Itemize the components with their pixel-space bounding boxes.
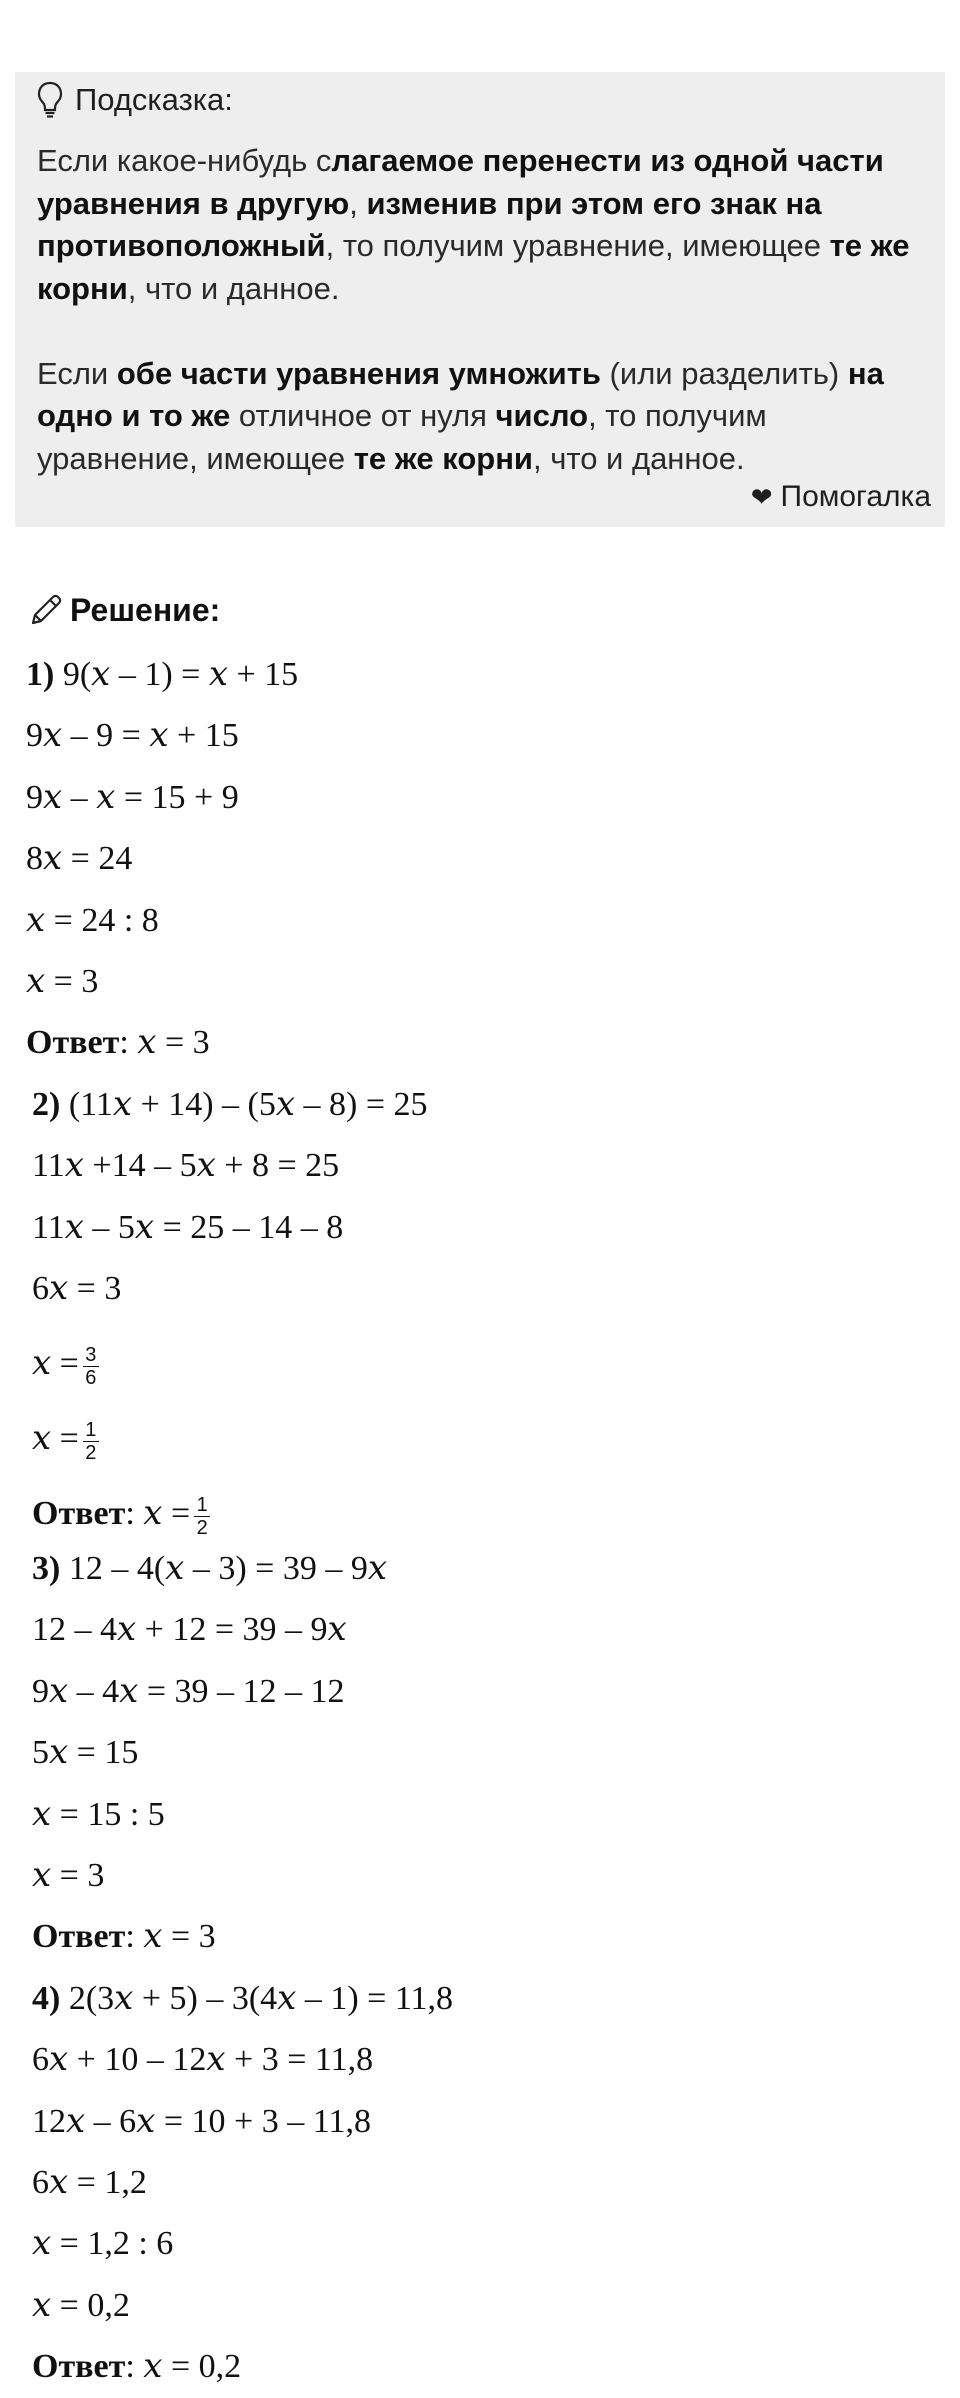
pencil-icon: [28, 592, 64, 628]
solution-line: [32, 1667, 345, 1717]
answer-label: Ответ: [32, 1495, 126, 1532]
fraction: [83, 1419, 99, 1464]
answer-line: Ответ: 𝑥 = 3: [26, 1024, 210, 1062]
hint-box: [15, 72, 945, 527]
equation: (11𝑥 + 14) – (5𝑥 – 8) = 25: [68, 1085, 428, 1123]
equation: 2(3𝑥 + 5) – 3(4𝑥 – 1) = 11,8: [68, 1979, 454, 2017]
step: 12𝑥 – 6𝑥 = 10 + 3 – 11,8: [32, 2102, 371, 2140]
solution-line: [32, 2281, 130, 2331]
equation-line: [32, 1974, 453, 2024]
solution-line: [32, 2219, 173, 2269]
fraction-numerator: 3: [85, 1343, 97, 1366]
fraction-lhs: 𝑥 =: [143, 1495, 191, 1532]
step: 9𝑥 – 9 = 𝑥 + 15: [26, 717, 239, 755]
fraction-numerator: 1: [85, 1418, 97, 1441]
answer-value: 𝑥 = 0,2: [143, 2348, 242, 2386]
step: 12 – 4𝑥 + 12 = 39 – 9𝑥: [32, 1611, 347, 1649]
equation: 9(𝑥 – 1) = 𝑥 + 15: [62, 656, 299, 693]
solution-line: [26, 834, 132, 884]
part-number: 4): [32, 1979, 61, 2017]
step: 𝑥 = 3: [26, 963, 99, 1000]
answer-label: Ответ: [26, 1024, 120, 1062]
solution-line: [32, 1728, 138, 1778]
step: 8𝑥 = 24: [26, 840, 133, 878]
solution-title: Решение:: [70, 591, 221, 628]
solution-line: [32, 1605, 347, 1655]
part-number: 2): [32, 1085, 61, 1123]
fraction-step: [32, 1404, 99, 1474]
equation: 12 – 4(𝑥 – 3) = 39 – 9𝑥: [68, 1550, 387, 1587]
solution-line: [26, 957, 98, 1007]
solution-line: [32, 2035, 373, 2085]
step: 9𝑥 – 𝑥 = 15 + 9: [26, 778, 239, 816]
step: 𝑥 = 1,2 : 6: [32, 2225, 174, 2263]
equation-line: [26, 650, 298, 700]
hint-source-label: Помогалка: [780, 480, 931, 513]
solution-line: [32, 1203, 343, 1253]
part-number: 3): [32, 1550, 61, 1587]
solution-line: [32, 1851, 104, 1901]
step: 𝑥 = 0,2: [32, 2286, 130, 2324]
step: 𝑥 = 3: [32, 1857, 105, 1894]
solution-line: [32, 1264, 121, 1314]
step: 11𝑥 – 5𝑥 = 25 – 14 – 8: [32, 1208, 344, 1246]
answer-line: Ответ: 𝑥 = 3: [32, 1918, 216, 1956]
fraction: [83, 1344, 99, 1389]
solution-line: [32, 1790, 165, 1840]
answer-label: Ответ: [32, 1918, 126, 1956]
answer-label: Ответ: [32, 2348, 126, 2386]
part-number: 1): [26, 656, 55, 693]
step: 11𝑥 +14 – 5𝑥 + 8 = 25: [32, 1147, 340, 1185]
fraction: [194, 1494, 210, 1539]
step: 6𝑥 + 10 – 12𝑥 + 3 = 11,8: [32, 2041, 374, 2079]
fraction-denominator: 2: [85, 1441, 97, 1464]
hint-header: [37, 80, 233, 120]
step: 𝑥 = 15 : 5: [32, 1795, 165, 1833]
lightbulb-icon: [37, 81, 63, 119]
fraction-lhs: 𝑥 =: [32, 1345, 79, 1382]
equation-line: [32, 1080, 428, 1130]
fraction-denominator: 2: [196, 1516, 208, 1539]
step: 𝑥 = 24 : 8: [26, 901, 159, 939]
answer-value: 𝑥 = 3: [143, 1918, 216, 1956]
fraction-numerator: 1: [196, 1493, 208, 1516]
hint-title: Подсказка:: [75, 82, 233, 117]
fraction-denominator: 6: [85, 1366, 97, 1389]
solution-line: [32, 2097, 371, 2147]
fraction-lhs: 𝑥 =: [32, 1420, 79, 1457]
fraction-step: [32, 1329, 99, 1399]
step: 5𝑥 = 15: [32, 1734, 139, 1772]
step: 6𝑥 = 1,2: [32, 2164, 147, 2201]
step: 6𝑥 = 3: [32, 1270, 122, 1307]
hint-source: [751, 480, 931, 514]
solution-line: [26, 711, 239, 761]
answer-value: 𝑥 = 3: [137, 1024, 210, 1062]
hint-paragraph-2: Если обе части уравнения умножить (или разделить) на одно и то же отличное от нуля число, то получим уравнение, имеющее те же корни, что и данное.: [37, 355, 884, 476]
hint-text: [37, 140, 927, 480]
step: 9𝑥 – 4𝑥 = 39 – 12 – 12: [32, 1672, 345, 1710]
heart-icon: ❤: [750, 481, 773, 512]
answer-line: Ответ: 𝑥 = $\frac{1}{2}$: [32, 1479, 210, 1549]
solution-line: [26, 896, 159, 946]
solution-line: [32, 2158, 147, 2208]
equation-line: [32, 1544, 387, 1594]
answer-line: Ответ: 𝑥 = 0,2: [32, 2348, 242, 2386]
hint-paragraph-1: Если какое-нибудь слагаемое перенести из одной части уравнения в другую, изменив при этом его знак на противоположный, то получим уравнение, имеющее те же корни, что и данное.: [37, 143, 910, 306]
solution-line: [32, 1141, 339, 1191]
solution-header: [28, 588, 220, 632]
solution-line: [26, 773, 239, 823]
